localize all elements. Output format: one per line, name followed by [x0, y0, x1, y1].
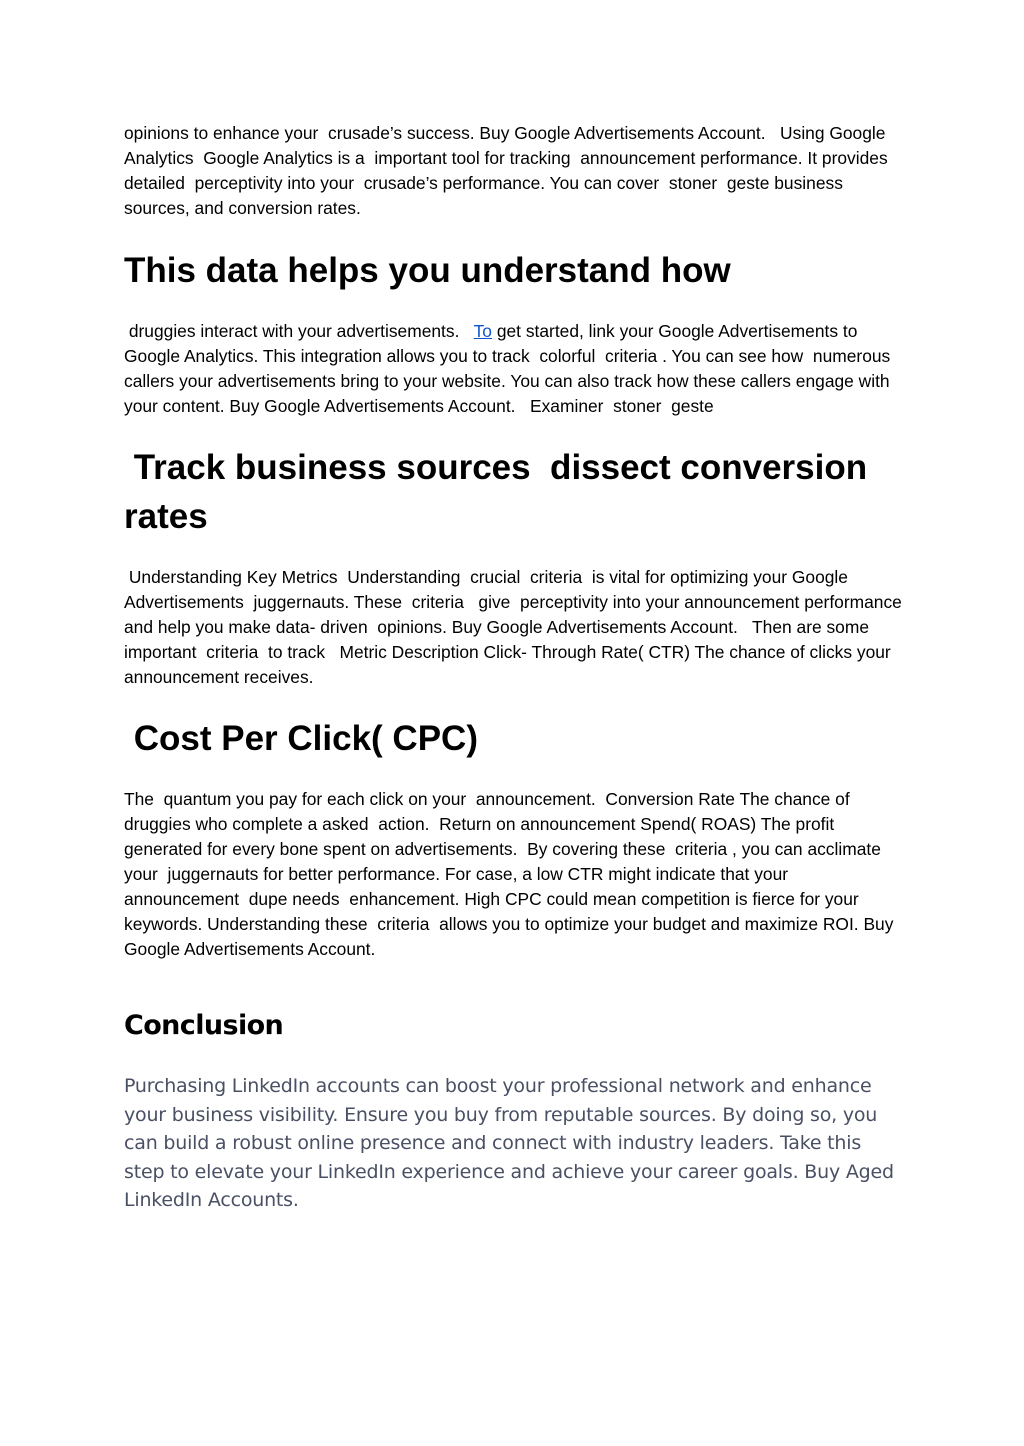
heading-track-business-sources: Track business sources dissect conversion rates	[124, 448, 877, 536]
paragraph-conclusion: Purchasing LinkedIn accounts can boost your professional network and enhance your business visibility. Ensure you buy from reputable sources. By doing so, you can build a robust online presence and connect with industry leaders. Take this step to elevate your LinkedIn experience and achieve your career goals. Buy Aged LinkedIn Accounts.	[124, 1075, 894, 1211]
paragraph-key-metrics: Understanding Key Metrics Understanding crucial criteria is vital for optimizing your Google Advertisements juggernauts. These criteria give perceptivity into your announcement performance and help you make data- driven opinions. Buy Google Advertisements Account. Then are some important criteria to track Metric Description Click- Through Rate( CTR) The chance of clicks your announcement receives.	[124, 567, 907, 687]
paragraph-druggies-interact	[124, 319, 904, 419]
paragraph-analytics-intro: opinions to enhance your crusade’s success. Buy Google Advertisements Account. Using Google Analytics Google Analytics is a important tool for tracking announcement performance. It provides detailed perceptivity into your crusade’s performance. You can cover stoner geste business sources, and conversion rates.	[124, 123, 893, 218]
paragraph-cpc-details: The quantum you pay for each click on your announcement. Conversion Rate The chance of druggies who complete a asked action. Return on announcement Spend( ROAS) The profit generated for every bone spent on advertisements. By covering these criteria , you can acclimate your juggernauts for better performance. For case, a low CTR might indicate that your announcement dupe needs enhancement. High CPC could mean competition is fierce for your keywords. Understanding these criteria allows you to optimize your budget and maximize ROI. Buy Google Advertisements Account.	[124, 789, 899, 959]
heading-data-helps: This data helps you understand how	[124, 251, 731, 290]
paragraph-druggies-rest: get started, link your Google Advertisements to Google Analytics. This integration allows you to track colorful criteria . You can see how numerous callers your advertisements bring to your website. You can also track how these callers engage with your content. Buy Google Advertisements Account. Examiner stoner geste	[124, 321, 896, 416]
heading-conclusion: Conclusion	[124, 1010, 284, 1041]
paragraph-druggies-lead: druggies interact with your advertisements.	[124, 321, 474, 341]
to-link[interactable]: To	[473, 321, 492, 341]
heading-cost-per-click: Cost Per Click( CPC)	[124, 719, 478, 758]
